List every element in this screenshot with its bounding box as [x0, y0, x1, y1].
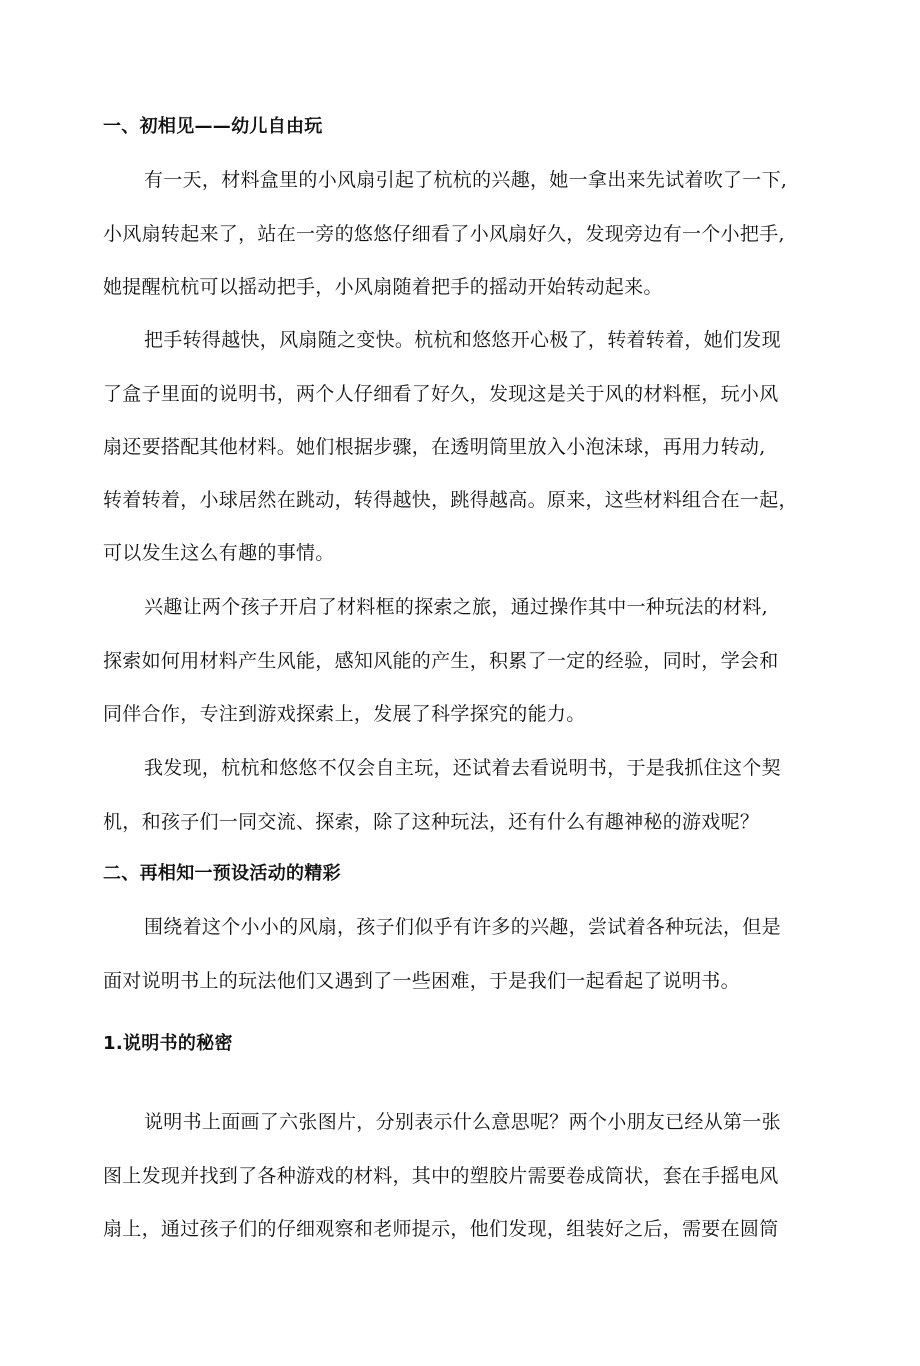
paragraph-line: 围绕着这个小小的风扇，孩子们似乎有许多的兴趣，尝试着各种玩法，但是	[144, 916, 781, 938]
paragraph-line: 探索如何用材料产生风能，感知风能的产生，积累了一定的经验，同时，学会和	[103, 650, 779, 672]
paragraph-line: 图上发现并找到了各种游戏的材料，其中的塑胶片需要卷成筒状，套在手摇电风	[103, 1165, 779, 1187]
section2-heading: 二、再相知一预设活动的精彩	[103, 863, 341, 884]
paragraph-line: 小风扇转起来了，站在一旁的悠悠仔细看了小风扇好久，发现旁边有一个小把手,	[103, 223, 785, 245]
paragraph-line: 扇还要搭配其他材料。她们根据步骤，在透明筒里放入小泡沫球，再用力转动,	[103, 436, 766, 458]
subsection-heading: 1.说明书的秘密	[103, 1033, 233, 1054]
paragraph-line: 机，和孩子们一同交流、探索，除了这种玩法，还有什么有趣神秘的游戏呢？	[103, 811, 760, 833]
paragraph-line: 了盒子里面的说明书，两个人仔细看了好久，发现这是关于风的材料框，玩小风	[103, 383, 779, 405]
paragraph-line: 我发现，杭杭和悠悠不仅会自主玩，还试着去看说明书，于是我抓住这个契	[144, 757, 781, 779]
paragraph-line: 说明书上面画了六张图片，分别表示什么意思呢？两个小朋友已经从第一张	[144, 1111, 781, 1133]
paragraph-line: 扇上，通过孩子们的仔细观察和老师提示，他们发现，组装好之后，需要在圆筒	[103, 1218, 779, 1240]
paragraph-line: 她提醒杭杭可以摇动把手，小风扇随着把手的摇动开始转动起来。	[103, 276, 663, 298]
section1-heading: 一、初相见——幼儿自由玩	[103, 116, 323, 137]
paragraph-line: 面对说明书上的玩法他们又遇到了一些困难，于是我们一起看起了说明书。	[103, 970, 740, 992]
paragraph-line: 把手转得越快，风扇随之变快。杭杭和悠悠开心极了，转着转着，她们发现	[144, 329, 781, 351]
paragraph-line: 有一天，材料盒里的小风扇引起了杭杭的兴趣，她一拿出来先试着吹了一下,	[144, 169, 788, 191]
paragraph-line: 转着转着，小球居然在跳动，转得越快，跳得越高。原来，这些材料组合在一起，	[103, 489, 798, 511]
paragraph-line: 同伴合作，专注到游戏探索上，发展了科学探究的能力。	[103, 703, 586, 725]
paragraph-line: 兴趣让两个孩子开启了材料框的探索之旅，通过操作其中一种玩法的材料,	[144, 596, 768, 618]
paragraph-line: 可以发生这么有趣的事情。	[103, 542, 335, 564]
